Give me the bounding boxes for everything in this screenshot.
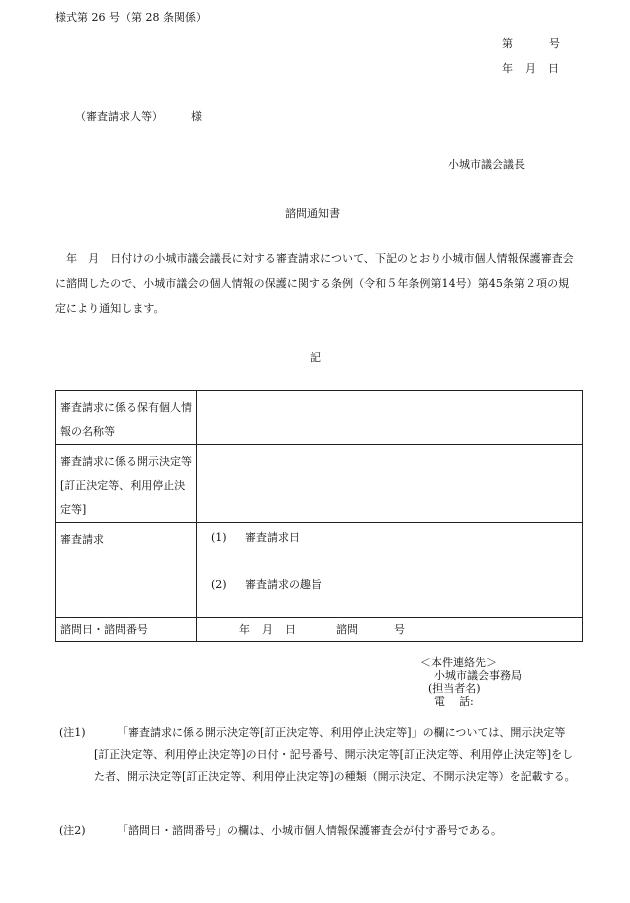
contact-office: 小城市議会事務局 xyxy=(434,669,522,682)
contact-block xyxy=(420,656,522,708)
document-number-line xyxy=(502,35,560,51)
table-row xyxy=(56,618,583,642)
inquiry-year: 年 xyxy=(239,623,250,636)
sender: 小城市議会議長 xyxy=(448,158,525,171)
row-label-disclosure-decision: 審査請求に係る開示決定等[訂正決定等、利用停止決定等] xyxy=(56,445,197,523)
inquiry-number-suffix: 号 xyxy=(394,623,405,636)
contact-phone-label-2: 話: xyxy=(459,695,474,708)
doc-number-suffix: 号 xyxy=(549,37,560,50)
note-label: (注2) xyxy=(59,824,86,837)
note-label: (注1) xyxy=(59,726,86,739)
contact-phone-label-1: 電 xyxy=(434,695,445,708)
request-item-number: (1) xyxy=(211,531,227,544)
row-value-disclosure-decision xyxy=(197,445,583,523)
request-item-label: 審査請求日 xyxy=(245,531,300,544)
inquiry-day: 日 xyxy=(285,623,296,636)
row-label-request: 審査請求 xyxy=(56,523,197,618)
form-number: 様式第 26 号（第 28 条関係） xyxy=(55,11,207,24)
contact-person: (担当者名) xyxy=(428,682,481,695)
note-text: 「諮問日・諮問番号」の欄は、小城市個人情報保護審査会が付す番号である。 xyxy=(117,824,502,837)
request-item-date xyxy=(197,523,582,570)
note-1 xyxy=(55,722,580,788)
date-day: 日 xyxy=(548,62,559,75)
row-value-personal-info-name xyxy=(197,391,583,445)
inquiry-month: 月 xyxy=(262,623,273,636)
table-row xyxy=(56,391,583,445)
inquiry-label: 諮問 xyxy=(336,623,358,636)
addressee-honorific: 様 xyxy=(191,110,202,123)
row-value-request xyxy=(197,523,583,618)
contact-heading: ＜本件連絡先＞ xyxy=(420,656,497,669)
ki-heading: 記 xyxy=(310,351,321,364)
inquiry-info-table xyxy=(55,390,583,642)
addressee xyxy=(75,108,202,124)
table-row xyxy=(56,445,583,523)
request-item-label: 審査請求の趣旨 xyxy=(245,578,322,591)
note-text: 「審査請求に係る開示決定等[訂正決定等、利用停止決定等]」の欄については、開示決定等[訂正決定等、利用停止決定等]の日付・記号番号、開示決定等[訂正決定等、利用停止決定等]をした者、開示決定等[訂正決定等、利用停止決定等]の種類（開示決定、不開示決定等）を記載する。 xyxy=(94,726,576,783)
contact-phone xyxy=(420,695,522,708)
row-label-personal-info-name: 審査請求に係る保有個人情報の名称等 xyxy=(56,391,197,445)
body-paragraph: 年 月 日付けの小城市議会議長に対する審査請求について、下記のとおり小城市個人情報保護審査会に諮問したので、小城市議会の個人情報の保護に関する条例（令和５年条例第14号）第45条第２項の規定により通知します。 xyxy=(55,252,574,315)
date-month: 月 xyxy=(525,62,536,75)
document-title: 諮問通知書 xyxy=(285,207,340,220)
doc-number-prefix: 第 xyxy=(502,37,513,50)
note-2 xyxy=(55,820,580,842)
row-label-inquiry-date-number: 諮問日・諮問番号 xyxy=(56,618,197,642)
row-value-inquiry-date-number xyxy=(197,618,583,642)
issue-date-line xyxy=(502,60,559,76)
request-item-number: (2) xyxy=(211,578,227,591)
request-item-purpose xyxy=(197,570,582,617)
table-row xyxy=(56,523,583,618)
addressee-name: （審査請求人等） xyxy=(75,110,163,123)
date-year: 年 xyxy=(502,62,513,75)
